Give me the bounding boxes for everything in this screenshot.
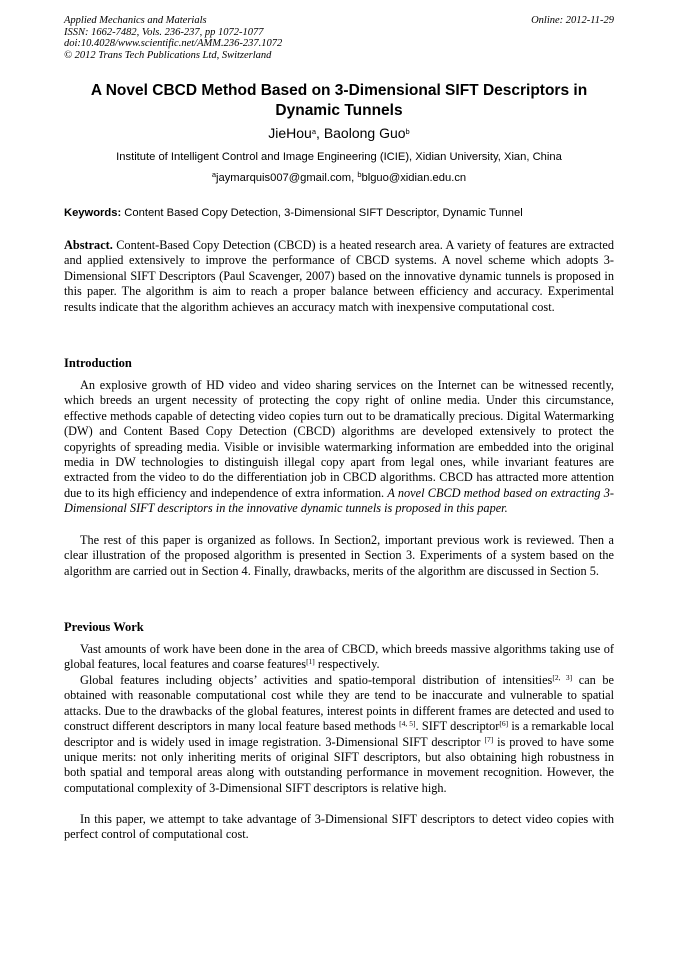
previous-work-paragraph-3: In this paper, we attempt to take advantage of 3-Dimensional SIFT descriptors to detect video copies with perfect control of computational cost.	[64, 812, 614, 842]
author-separator: ,	[316, 125, 324, 141]
citation-4-5[interactable]: [4, 5]	[399, 719, 416, 729]
citation-2-3[interactable]: [2, 3]	[552, 673, 573, 682]
abstract	[64, 238, 614, 315]
pw-p2-text-a: Global features including objects’ activities and spatio-temporal distribution of intensities	[80, 673, 553, 687]
emails	[64, 171, 614, 185]
previous-work-heading: Previous Work	[64, 620, 144, 634]
journal-name: Applied Mechanics and Materials	[64, 15, 207, 26]
copyright-line: © 2012 Trans Tech Publications Ltd, Switzerland	[64, 49, 272, 61]
author-2: Baolong Guo	[323, 125, 406, 141]
abstract-label: Abstract.	[64, 238, 113, 252]
keywords	[64, 206, 624, 220]
introduction-paragraph-1	[64, 378, 614, 517]
previous-work-paragraph-2	[64, 673, 614, 796]
citation-6[interactable]: [6]	[499, 719, 509, 729]
email-separator: ,	[351, 172, 358, 184]
citation-1[interactable]: [1]	[306, 657, 315, 667]
intro-p1-italic: A novel CBCD method based on extracting 3-Dimensional SIFT descriptors in the innovative dynamic tunnels is proposed in this paper.	[64, 485, 614, 516]
introduction-heading: Introduction	[64, 356, 132, 370]
email-2-mark: b	[357, 170, 362, 179]
pw-p2-text-c: . SIFT descriptor	[415, 719, 500, 734]
previous-work-paragraph-1	[64, 642, 614, 673]
intro-p1-text: An explosive growth of HD video and video sharing services on the Internet can be witnessed recently, which breeds an urgent necessity of protecting the copy right of online media. Under this circumstance, effective methods capable of detecting video copies turn out to be dramatically precious. Digital Watermarking (DW) and Content Based Copy Detection (CBCD) algorithms are developed extensively to protect the copyrights of spreading media. Visible or invisible watermarking information are embedded into the original media in DW technologies to distinguish illegal copy apart from legal ones, while invariant features are extracted from the video to do the differentiation job in CBCD algorithms. CBCD has attracted more attention due to its high efficiency and independence of extra information.	[64, 378, 614, 500]
affiliation: Institute of Intelligent Control and Image Engineering (ICIE), Xidian University, Xian, China	[116, 151, 562, 163]
pw-p2-text-d: is a remarkable local descriptor and is widely used in image registration. 3-Dimensional SIFT descriptor	[64, 719, 614, 749]
doi-line: doi:10.4028/www.scientific.net/AMM.236-237.1072	[64, 38, 283, 49]
pw-p2-text-b: can be obtained with reasonable computational cost while they are tend to be inaccurate and vulnerable to spatial attacks. Due to the drawbacks of the global features, interest points in different frames are detected and used to construct different descriptors in many local feature based methods	[64, 673, 615, 734]
journal-header	[64, 15, 464, 61]
introduction-paragraph-2: The rest of this paper is organized as follows. In Section2, important previous work is reviewed. Then a clear illustration of the proposed algorithm is presented in Section 3. Experiments of a system based on the algorithm are carried out in Section 4. Finally, drawbacks, merits of the algorithm are discussed in Section 5.	[64, 533, 614, 578]
keywords-label: Keywords:	[64, 207, 122, 219]
abstract-text: Content-Based Copy Detection (CBCD) is a heated research area. A variety of features are extracted and applied extensively to improve the performance of CBCD systems. A novel scheme which adopts 3-Dimensional SIFT Descriptors (Paul Scavenger, 2007) based on the innovative dynamic tunnels is proposed in this paper. The algorithm is aim to reach a proper balance between efficiency and accuracy. Experimental results indicate that the algorithm achieves an accuracy match with inexpensive computational cost.	[64, 238, 614, 314]
authors	[64, 124, 614, 142]
email-2[interactable]: blguo@xidian.edu.cn	[361, 172, 467, 184]
author-1: JieHou	[268, 125, 312, 141]
pw-p1-text-b: respectively.	[314, 657, 380, 672]
author-2-mark: b	[405, 127, 410, 136]
citation-7[interactable]: [7]	[484, 734, 494, 744]
paper-title: A Novel CBCD Method Based on 3-Dimensional SIFT Descriptors in Dynamic Tunnels	[90, 82, 588, 119]
author-1-mark: a	[311, 127, 317, 136]
keywords-text: Content Based Copy Detection, 3-Dimensional SIFT Descriptor, Dynamic Tunnel	[121, 207, 523, 219]
email-1-mark: a	[211, 170, 216, 179]
pw-p2-text-e: is proved to have some unique merits: not only inheriting merits of original SIFT descriptors, but also obtaining high robustness in both spatial and temporal areas along with outstanding performance in movement recognition. However, the computational complexity of 3-Dimensional SIFT descriptors is relative high.	[64, 734, 614, 795]
email-1[interactable]: jaymarquis007@gmail.com	[216, 172, 352, 184]
issn-line: ISSN: 1662-7482, Vols. 236-237, pp 1072-1077	[64, 26, 264, 38]
pw-p1-text-a: Vast amounts of work have been done in the area of CBCD, which breeds massive algorithms taking use of global features, local features and coarse features	[64, 642, 614, 672]
online-date: Online: 2012-11-29	[531, 15, 614, 26]
